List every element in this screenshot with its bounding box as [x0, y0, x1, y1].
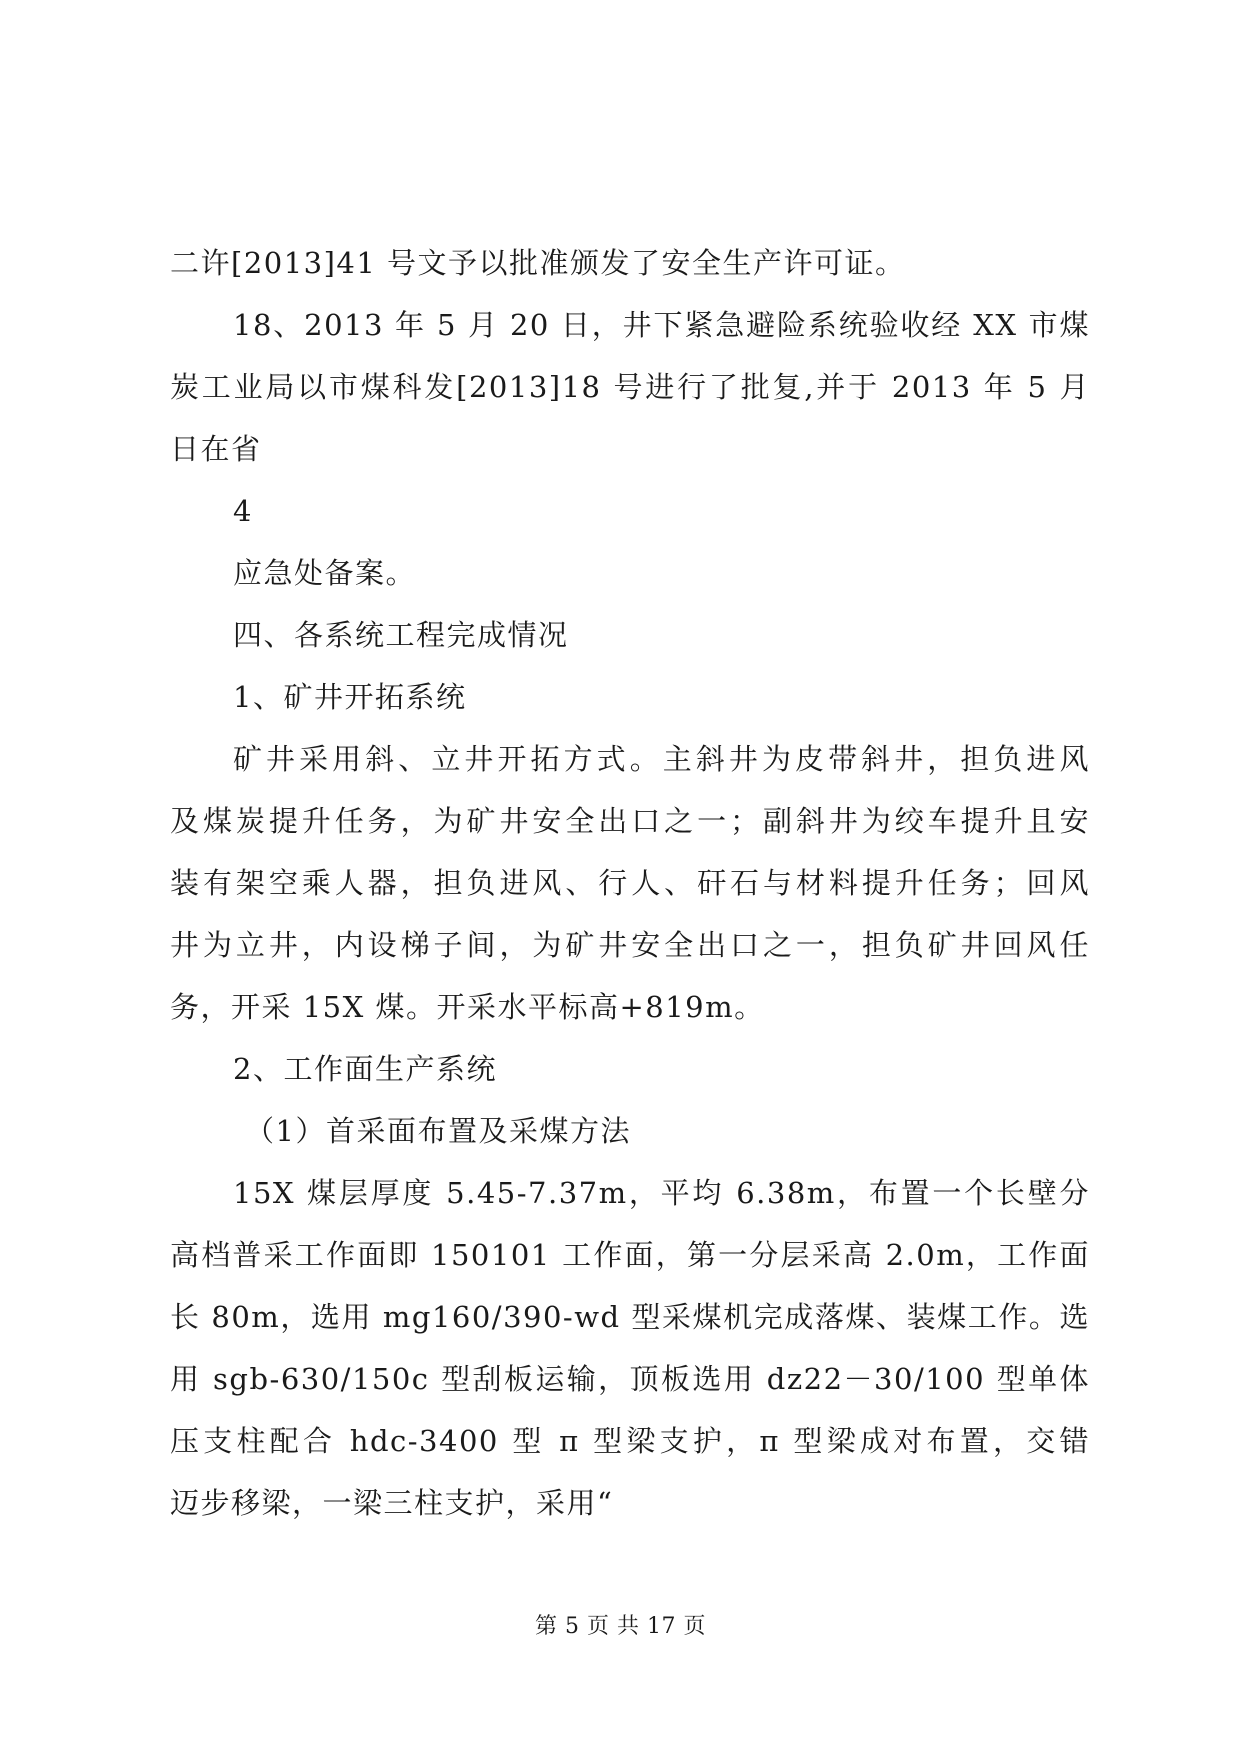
- text-line: 务，开采 15X 煤。开采水平标高+819m。: [170, 990, 765, 1024]
- text-line: 日在省: [170, 432, 262, 466]
- section-heading: 四、各系统工程完成情况: [233, 618, 569, 652]
- page-footer: 第 5 页 共 17 页: [535, 1614, 706, 1639]
- text-line: 迈步移梁，一梁三柱支护，采用“: [170, 1486, 614, 1520]
- text-line: 用 sgb-630/150c 型刮板运输，顶板选用 dz22－30/100 型单体: [170, 1362, 1090, 1396]
- document-body: [170, 232, 1090, 1534]
- subsection-heading: 2、工作面生产系统: [233, 1052, 497, 1086]
- text-line: 炭工业局以市煤科发[2013]18 号进行了批复,并于 2013 年 5 月: [170, 370, 1090, 404]
- text-line: 压支柱配合 hdc-3400 型 π 型梁支护，π 型梁成对布置，交错: [170, 1424, 1090, 1458]
- text-line: 二许[2013]41 号文予以批准颁发了安全生产许可证。: [170, 246, 906, 280]
- text-line: 15X 煤层厚度 5.45-7.37m，平均 6.38m，布置一个长壁分: [233, 1176, 1090, 1210]
- text-line: 装有架空乘人器，担负进风、行人、矸石与材料提升任务；回风: [170, 866, 1090, 900]
- text-line: 井为立井，内设梯子间，为矿井安全出口之一，担负矿井回风任: [170, 928, 1090, 962]
- text-line: 矿井采用斜、立井开拓方式。主斜井为皮带斜井，担负进风: [233, 742, 1090, 776]
- subsection-heading: （1）首采面布置及采煤方法: [245, 1114, 631, 1148]
- text-line: 长 80m，选用 mg160/390-wd 型采煤机完成落煤、装煤工作。选: [170, 1300, 1090, 1334]
- page-number-marker: 4: [233, 494, 253, 528]
- text-line: 18、2013 年 5 月 20 日，井下紧急避险系统验收经 XX 市煤: [233, 308, 1090, 342]
- subsection-heading: 1、矿井开拓系统: [233, 680, 467, 714]
- text-line: 应急处备案。: [233, 556, 417, 590]
- text-line: 高档普采工作面即 150101 工作面，第一分层采高 2.0m，工作面: [170, 1238, 1090, 1272]
- text-line: 及煤炭提升任务，为矿井安全出口之一；副斜井为绞车提升且安: [170, 804, 1090, 838]
